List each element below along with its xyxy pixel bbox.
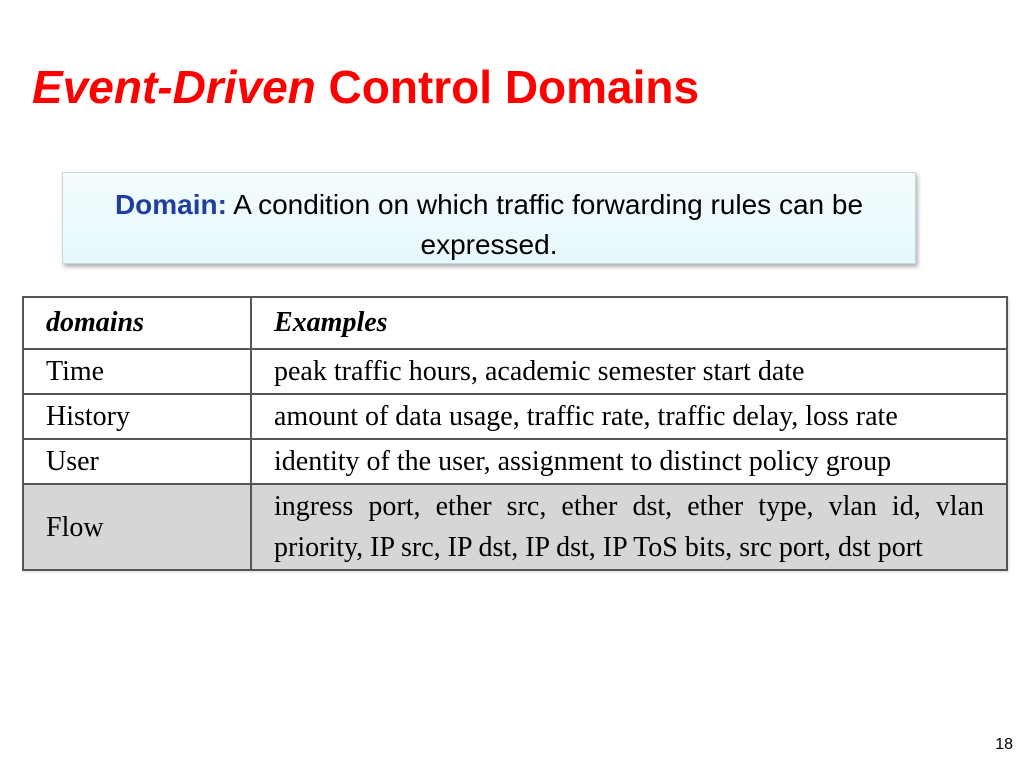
header-examples: Examples bbox=[251, 297, 1007, 349]
definition-box bbox=[62, 172, 916, 264]
table-header-row bbox=[23, 297, 1007, 349]
slide-title-emphasis: Event-Driven bbox=[32, 61, 316, 113]
examples-cell-flow: ingress port, ether src, ether dst, ether type, vlan id, vlan priority, IP src, IP dst, IP dst, IP ToS bits, src port, dst port bbox=[251, 484, 1007, 570]
definition-text: A condition on which traffic forwarding rules can be expressed. bbox=[233, 189, 864, 260]
definition-term: Domain: bbox=[114, 189, 227, 220]
page-number: 18 bbox=[995, 736, 1013, 753]
domain-cell-user: User bbox=[23, 439, 251, 484]
domain-cell-flow: Flow bbox=[23, 484, 251, 570]
table-row bbox=[23, 394, 1007, 439]
domain-cell-time: Time bbox=[23, 349, 251, 394]
table-row-shaded bbox=[23, 484, 1007, 570]
header-domains: domains bbox=[23, 297, 251, 349]
slide-title-rest: Control Domains bbox=[328, 61, 700, 113]
table-row bbox=[23, 349, 1007, 394]
domain-cell-history: History bbox=[23, 394, 251, 439]
domains-table bbox=[22, 296, 1008, 571]
examples-cell-user: identity of the user, assignment to distinct policy group bbox=[251, 439, 1007, 484]
table-row bbox=[23, 439, 1007, 484]
examples-cell-history: amount of data usage, traffic rate, traffic delay, loss rate bbox=[251, 394, 1007, 439]
slide-title bbox=[32, 62, 699, 113]
examples-cell-time: peak traffic hours, academic semester start date bbox=[251, 349, 1007, 394]
